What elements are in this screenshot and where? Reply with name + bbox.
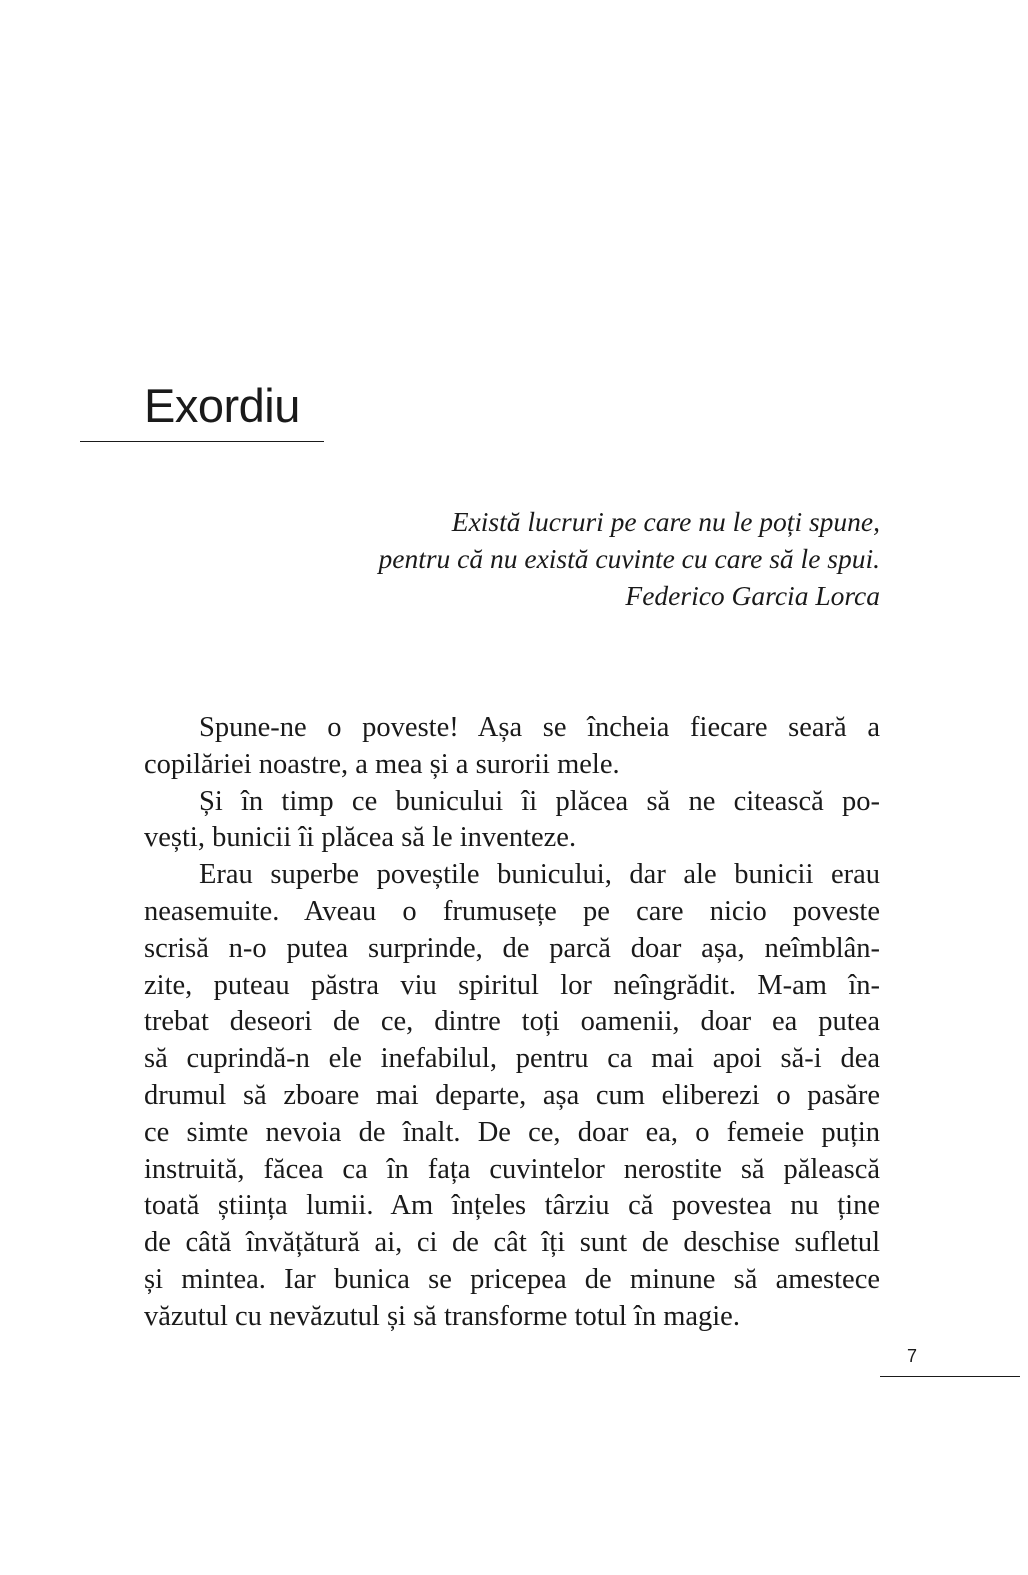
epigraph xyxy=(300,503,880,614)
epigraph-line: pentru că nu există cuvinte cu care să le spui. xyxy=(378,543,880,574)
body-text xyxy=(144,710,880,1336)
paragraph-line: Spune-ne o poveste! Așa se încheia fiecare seară a xyxy=(199,712,880,743)
paragraph-line: văzutul cu nevăzutul și să transforme totul în magie. xyxy=(144,1300,740,1332)
paragraph-line: drumul să zboare mai departe, așa cum eliberezi o pasăre xyxy=(144,1079,880,1111)
paragraph-line: scrisă n-o putea surprinde, de parcă doar așa, neîmblân- xyxy=(144,932,880,964)
paragraph-line: zite, puteau păstra viu spiritul lor neîngrădit. M-am în- xyxy=(144,969,880,1001)
paragraph-line: vești, bunicii îi plăcea să le inventeze. xyxy=(144,822,577,854)
paragraph-line: trebat deseori de ce, dintre toți oamenii, doar ea putea xyxy=(144,1006,880,1038)
paragraph-line: toată știința lumii. Am înțeles târziu că povestea nu ține xyxy=(144,1190,880,1222)
paragraph-line: și mintea. Iar bunica se pricepea de minune să amestece xyxy=(144,1263,880,1295)
paragraph-line: copilăriei noastre, a mea și a surorii mele. xyxy=(144,748,620,780)
epigraph-author: Federico Garcia Lorca xyxy=(625,580,880,611)
chapter-title: Exordiu xyxy=(144,379,300,432)
page-number: 7 xyxy=(906,1346,917,1366)
paragraph-line: neasemuite. Aveau o frumusețe pe care nicio poveste xyxy=(144,895,880,927)
paragraph-line: instruită, făcea ca în fața cuvintelor nerostite să pălească xyxy=(144,1153,880,1185)
paragraph-line: să cuprindă-n ele inefabilul, pentru ca mai apoi să-i dea xyxy=(144,1043,880,1075)
page-number-rule xyxy=(880,1376,1020,1377)
paragraph-line: ce simte nevoia de înalt. De ce, doar ea, o femeie puțin xyxy=(144,1116,880,1148)
paragraph-line: Erau superbe poveștile bunicului, dar ale bunicii erau xyxy=(199,859,880,891)
paragraph-line: de câtă învățătură ai, ci de cât îți sunt de deschise sufletul xyxy=(144,1227,880,1259)
title-underline xyxy=(80,441,324,442)
paragraph-line: Și în timp ce bunicului îi plăcea să ne citească po- xyxy=(199,785,880,817)
epigraph-line: Există lucruri pe care nu le poți spune, xyxy=(451,506,880,537)
